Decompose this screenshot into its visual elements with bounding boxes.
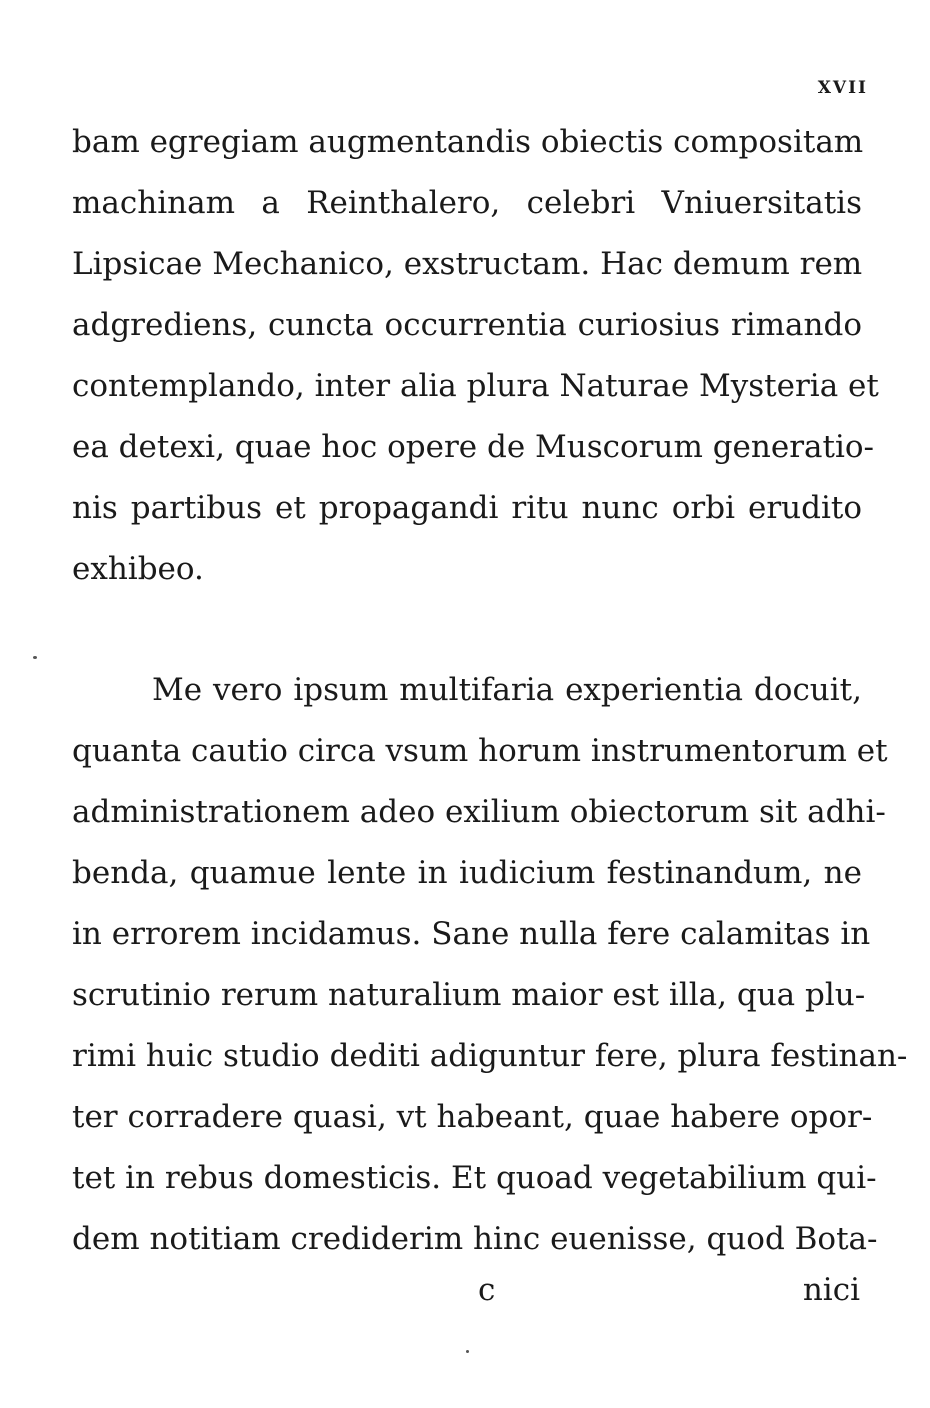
text-line: machinam a Reinthalero, celebri Vniuersitatis [72,185,862,221]
text-line: Lipsicae Mechanico, exstructam. Hac demum rem [72,246,863,282]
signature-mark: c [478,1272,496,1308]
text-line: contemplando, inter alia plura Naturae Mysteria et [72,368,879,404]
text-line: in errorem incidamus. Sane nulla fere calamitas in [72,916,871,952]
text-line: nis partibus et propagandi ritu nunc orbi erudito [72,490,862,526]
paragraph-1 [72,112,879,600]
text-line: ter corradere quasi, vt habeant, quae habere opor- [72,1099,873,1135]
page-footer [0,1272,930,1312]
page-number: XVII [817,78,868,98]
text-line: quanta cautio circa vsum horum instrumentorum et [72,733,888,769]
text-line: bam egregiam augmentandis obiectis compositam [72,124,864,160]
text-line: exhibeo. [72,551,204,587]
text-line: scrutinio rerum naturalium maior est illa, qua plu- [72,977,866,1013]
text-line: rimi huic studio dediti adiguntur fere, plura festinan- [72,1038,908,1074]
text-line: Me vero ipsum multifaria experientia docuit, [152,672,862,708]
catchword: nici [802,1272,860,1308]
text-line: administrationem adeo exilium obiectorum sit adhi- [72,794,886,830]
paragraph-2 [72,660,908,1270]
ink-speck [33,656,37,659]
text-line: dem notitiam crediderim hinc euenisse, quod Bota- [72,1221,878,1257]
text-line: adgrediens, cuncta occurrentia curiosius rimando [72,307,862,343]
text-line: tet in rebus domesticis. Et quoad vegetabilium qui- [72,1160,877,1196]
text-line: ea detexi, quae hoc opere de Muscorum generatio- [72,429,875,465]
text-line: benda, quamue lente in iudicium festinandum, ne [72,855,862,891]
ink-speck [466,1350,469,1353]
